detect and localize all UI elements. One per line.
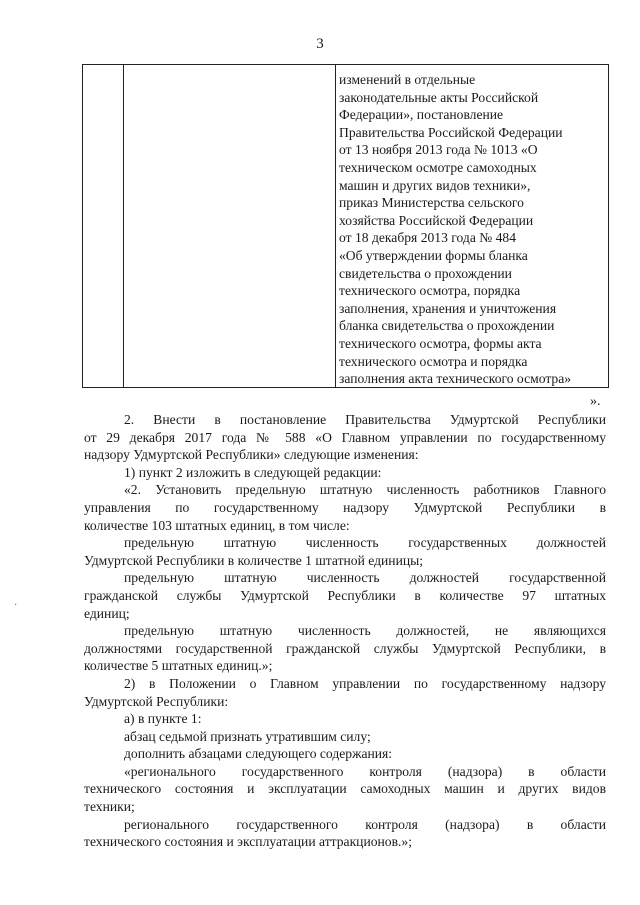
cell-line: законодательные акты Российской: [339, 89, 539, 105]
paragraph-line: предельную штатную численность должностей государственной: [124, 570, 606, 586]
paragraph-line: регионального государственного контроля (надзора) в области: [124, 816, 606, 832]
closing-quote: ».: [590, 394, 601, 409]
page-number: 3: [316, 36, 324, 52]
paragraph-line: абзац седьмой признать утратившим силу;: [124, 728, 371, 744]
cell-line: от 13 ноября 2013 года № 1013 «О: [339, 142, 538, 158]
paragraph-line: количестве 5 штатных единиц.»;: [84, 658, 273, 674]
paragraph-line: Удмуртской Республики в количестве 1 штатной единицы;: [84, 552, 424, 568]
paragraph-line: технического состояния и эксплуатации аттракционов.»;: [84, 834, 412, 850]
cell-line: бланка свидетельства о прохождении: [339, 318, 555, 334]
paragraph-line: управления по государственному надзору Удмуртской Республики в: [84, 499, 606, 515]
paragraph-line: 2. Внести в постановление Правительства Удмуртской Республики: [124, 412, 606, 427]
paragraph-line: а) в пункте 1:: [124, 711, 202, 727]
cell-line: изменений в отдельные: [339, 72, 476, 87]
cell-line: от 18 декабря 2013 года № 484: [339, 230, 517, 246]
table-cell-text: [339, 71, 605, 388]
cell-line: Федерации», постановление: [339, 107, 504, 123]
paragraph-line: предельную штатную численность должностей, не являющихся: [124, 623, 606, 639]
paragraph-line: 2) в Положении о Главном управлении по государственному надзору: [124, 675, 606, 691]
cell-line: заполнения акта технического осмотра»: [339, 371, 572, 387]
cell-line: машин и других видов техники»,: [339, 177, 531, 193]
cell-line: заполнения, хранения и уничтожения: [339, 300, 557, 316]
table-column-divider: [123, 65, 124, 387]
paragraph-line: дополнить абзацами следующего содержания:: [124, 746, 393, 762]
paragraph-line: гражданской службы Удмуртской Республики в количестве 97 штатных: [84, 587, 606, 603]
cell-line: технического осмотра, порядка: [339, 283, 521, 299]
paragraph-line: количестве 103 штатных единиц, в том числе:: [84, 517, 350, 533]
cell-line: хозяйства Российской Федерации: [339, 212, 534, 228]
cell-line: техническом осмотре самоходных: [339, 159, 537, 175]
table-column-divider: [335, 65, 336, 387]
cell-line: свидетельства о прохождении: [339, 265, 512, 281]
cell-line: приказ Министерства сельского: [339, 195, 524, 211]
paragraph-line: единиц;: [84, 605, 130, 621]
paragraph-line: техники;: [84, 799, 135, 815]
cell-line: технического осмотра и порядка: [339, 353, 528, 369]
paragraph-line: Удмуртской Республики:: [84, 693, 229, 709]
document-table: [82, 64, 609, 388]
cell-line: технического осмотра, формы акта: [339, 335, 542, 351]
cell-line: «Об утверждении формы бланка: [339, 247, 528, 263]
paragraph-line: от 29 декабря 2017 года № 588 «О Главном управлении по государственному: [84, 429, 606, 445]
cell-line: Правительства Российской Федерации: [339, 124, 563, 140]
paragraph-line: 1) пункт 2 изложить в следующей редакции:: [124, 464, 382, 480]
paragraph-line: предельную штатную численность государственных должностей: [124, 535, 606, 551]
margin-mark: ·: [14, 600, 18, 611]
paragraph-line: «регионального государственного контроля (надзора) в области: [124, 763, 606, 779]
document-body: [84, 411, 606, 851]
paragraph-line: надзору Удмуртской Республики» следующие изменения:: [84, 447, 419, 463]
paragraph-line: технического состояния и эксплуатации самоходных машин и других видов: [84, 781, 606, 797]
paragraph-line: должностями государственной гражданской службы Удмуртской Республики, в: [84, 640, 606, 656]
paragraph-line: «2. Установить предельную штатную численность работников Главного: [124, 482, 606, 498]
